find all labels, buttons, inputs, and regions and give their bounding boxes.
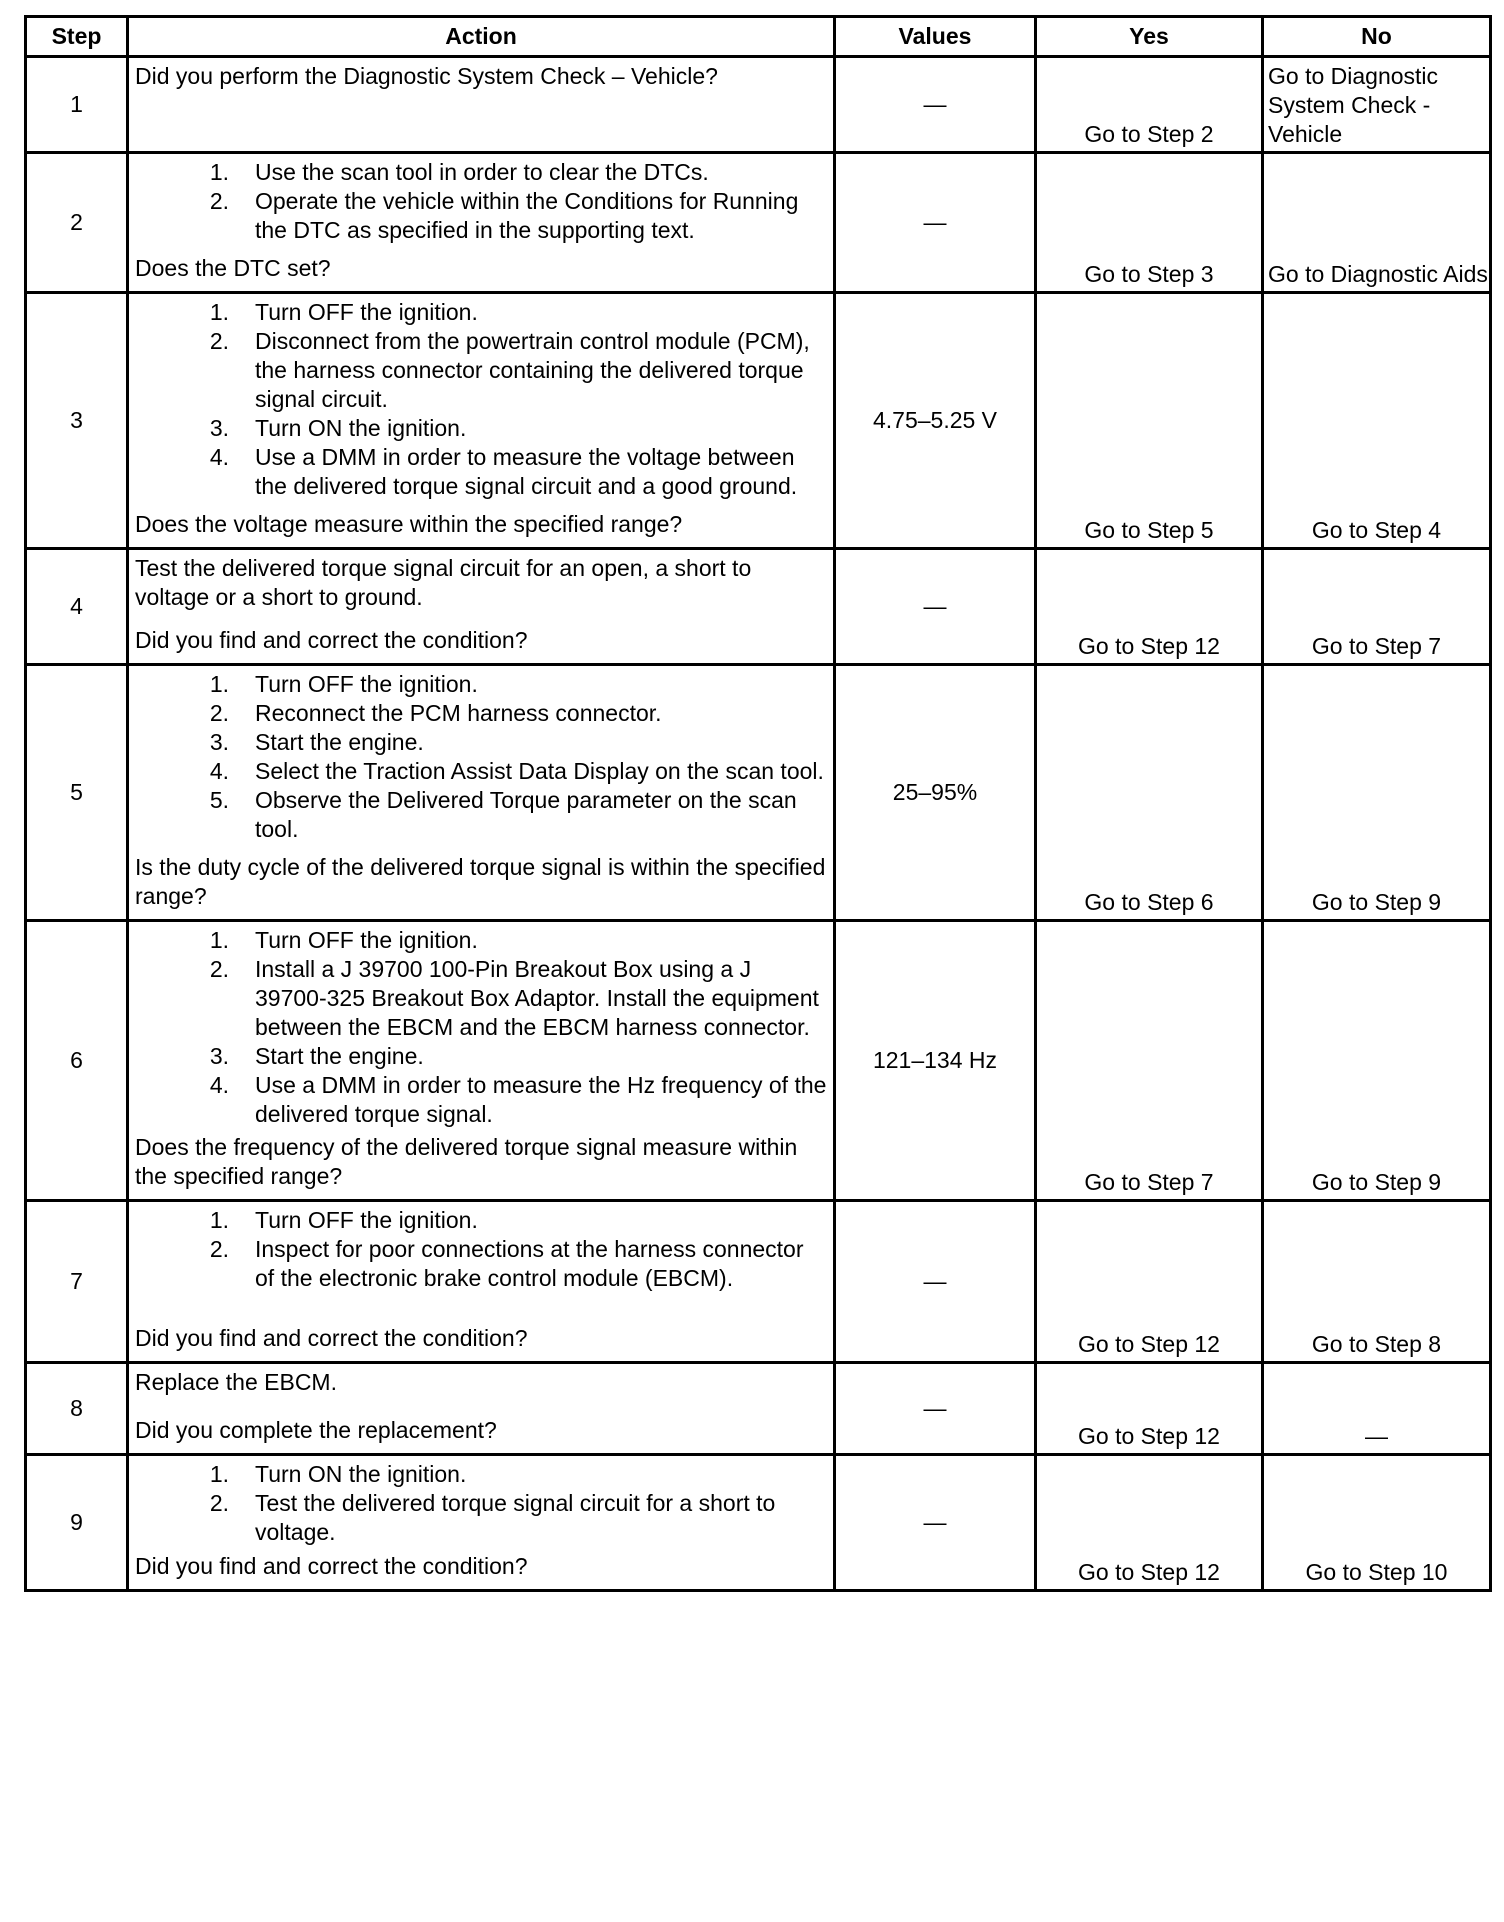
value-cell: 121–134 Hz (835, 921, 1036, 1201)
action-list (135, 670, 829, 844)
list-item: 2. Inspect for poor connections at the harness connector of the electronic brake control module (EBCM). (209, 1236, 804, 1291)
list-item: 4. Use a DMM in order to measure the voltage between the delivered torque signal circuit and a good ground. (209, 444, 798, 499)
table-row (26, 293, 1491, 549)
value-cell: — (835, 1455, 1036, 1591)
action-cell (128, 1455, 835, 1591)
list-item: 2. Install a J 39700 100-Pin Breakout Box using a J 39700-325 Breakout Box Adaptor. Install the equipment between the EBCM and the EBCM harness connector. (209, 956, 819, 1040)
list-item: 2. Disconnect from the powertrain control module (PCM), the harness connector containing the delivered torque signal circuit. (209, 328, 810, 412)
step-number: 4 (26, 549, 128, 665)
yes-cell: Go to Step 12 (1036, 1201, 1263, 1363)
step-number: 2 (26, 153, 128, 293)
list-item: 1. Turn OFF the ignition. (209, 299, 478, 325)
no-cell: Go to Step 7 (1263, 549, 1491, 665)
list-item: 2. Reconnect the PCM harness connector. (209, 700, 662, 726)
list-item: 5. Observe the Delivered Torque parameter on the scan tool. (209, 787, 797, 842)
step-number: 3 (26, 293, 128, 549)
yes-cell: Go to Step 6 (1036, 665, 1263, 921)
list-item: 3. Start the engine. (209, 729, 424, 755)
yes-cell: Go to Step 5 (1036, 293, 1263, 549)
step-number: 8 (26, 1363, 128, 1455)
table-row (26, 153, 1491, 293)
value-cell: — (835, 1201, 1036, 1363)
header-no: No (1263, 17, 1491, 57)
yes-cell: Go to Step 12 (1036, 1363, 1263, 1455)
no-cell: Go to Step 9 (1263, 665, 1491, 921)
action-list (135, 1206, 829, 1293)
table-row (26, 1201, 1491, 1363)
table-row (26, 921, 1491, 1201)
action-cell (128, 57, 835, 153)
yes-cell: Go to Step 7 (1036, 921, 1263, 1201)
list-item: 4. Use a DMM in order to measure the Hz frequency of the delivered torque signal. (209, 1072, 827, 1127)
question-text: Did you find and correct the condition? (135, 1553, 528, 1579)
value-cell: — (835, 153, 1036, 293)
list-item: 1. Turn ON the ignition. (209, 1461, 467, 1487)
action-list (135, 158, 829, 245)
header-yes: Yes (1036, 17, 1263, 57)
no-cell: Go to Diagnostic Aids (1263, 153, 1491, 293)
value-cell: 4.75–5.25 V (835, 293, 1036, 549)
list-item: 2. Test the delivered torque signal circuit for a short to voltage. (209, 1490, 776, 1545)
action-cell (128, 1201, 835, 1363)
question-text: Does the voltage measure within the specified range? (135, 511, 683, 537)
action-list (135, 1460, 829, 1547)
action-cell (128, 549, 835, 665)
no-cell: — (1263, 1363, 1491, 1455)
no-cell: Go to Step 8 (1263, 1201, 1491, 1363)
table-row (26, 1363, 1491, 1455)
table-row (26, 665, 1491, 921)
action-text: Test the delivered torque signal circuit for an open, a short to voltage or a short to ground. (135, 555, 752, 610)
no-cell: Go to Step 9 (1263, 921, 1491, 1201)
question-text: Does the frequency of the delivered torque signal measure within the specified range? (135, 1134, 798, 1189)
no-cell: Go to Step 10 (1263, 1455, 1491, 1591)
action-cell (128, 1363, 835, 1455)
list-item: 4. Select the Traction Assist Data Display on the scan tool. (209, 758, 824, 784)
question-text: Did you find and correct the condition? (135, 627, 528, 653)
question-text: Did you complete the replacement? (135, 1417, 497, 1443)
yes-cell: Go to Step 12 (1036, 1455, 1263, 1591)
table-row (26, 57, 1491, 153)
step-number: 6 (26, 921, 128, 1201)
question-text: Did you find and correct the condition? (135, 1325, 528, 1351)
value-cell: 25–95% (835, 665, 1036, 921)
yes-cell: Go to Step 2 (1036, 57, 1263, 153)
step-number: 1 (26, 57, 128, 153)
list-item: 2. Operate the vehicle within the Conditions for Running the DTC as specified in the supporting text. (209, 188, 799, 243)
header-action: Action (128, 17, 835, 57)
question-text: Does the DTC set? (135, 255, 331, 281)
header-values: Values (835, 17, 1036, 57)
action-cell (128, 293, 835, 549)
table-row (26, 1455, 1491, 1591)
list-item: 1. Turn OFF the ignition. (209, 927, 478, 953)
action-cell (128, 665, 835, 921)
list-item: 3. Turn ON the ignition. (209, 415, 467, 441)
action-list (135, 298, 829, 501)
list-item: 3. Start the engine. (209, 1043, 424, 1069)
list-item: 1. Turn OFF the ignition. (209, 1207, 478, 1233)
yes-cell: Go to Step 12 (1036, 549, 1263, 665)
yes-cell: Go to Step 3 (1036, 153, 1263, 293)
step-number: 7 (26, 1201, 128, 1363)
value-cell: — (835, 57, 1036, 153)
action-text: Replace the EBCM. (135, 1369, 337, 1395)
action-cell (128, 153, 835, 293)
step-number: 5 (26, 665, 128, 921)
list-item: 1. Use the scan tool in order to clear the DTCs. (209, 159, 709, 185)
step-number: 9 (26, 1455, 128, 1591)
list-item: 1. Turn OFF the ignition. (209, 671, 478, 697)
diagnostic-table (24, 15, 1492, 1592)
value-cell: — (835, 549, 1036, 665)
header-row (26, 17, 1491, 57)
no-cell: Go to Diagnostic System Check - Vehicle (1263, 57, 1491, 153)
table-row (26, 549, 1491, 665)
header-step: Step (26, 17, 128, 57)
action-text: Did you perform the Diagnostic System Check – Vehicle? (135, 63, 718, 89)
no-cell: Go to Step 4 (1263, 293, 1491, 549)
question-text: Is the duty cycle of the delivered torque signal is within the specified range? (135, 854, 826, 909)
value-cell: — (835, 1363, 1036, 1455)
action-cell (128, 921, 835, 1201)
action-list (135, 926, 829, 1129)
